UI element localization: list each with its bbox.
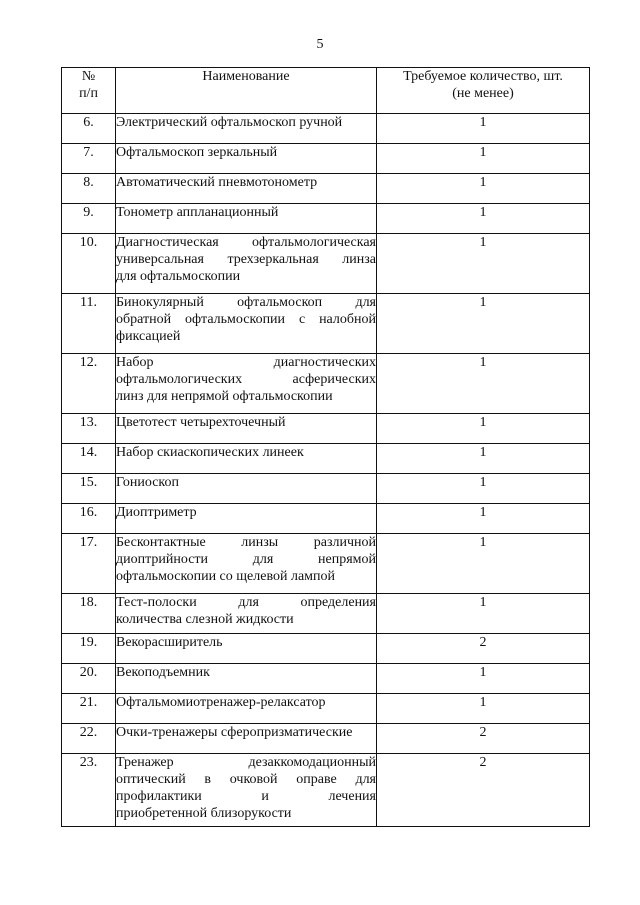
row-quantity: 1 <box>377 504 590 534</box>
row-name-line: Бесконтактные линзы различной <box>116 535 376 550</box>
row-number: 15. <box>62 474 116 504</box>
row-name-line: Тренажер дезаккомодационный <box>116 755 376 770</box>
row-name <box>116 594 377 634</box>
row-quantity: 1 <box>377 444 590 474</box>
row-quantity: 1 <box>377 354 590 414</box>
row-name <box>116 354 377 414</box>
table-row <box>62 754 590 827</box>
row-name <box>116 204 377 234</box>
row-quantity: 2 <box>377 634 590 664</box>
table-row <box>62 694 590 724</box>
row-name-line: офтальмологических асферических <box>116 372 376 387</box>
row-number: 14. <box>62 444 116 474</box>
row-name <box>116 414 377 444</box>
table-row <box>62 504 590 534</box>
page-number: 5 <box>316 37 324 52</box>
row-quantity: 1 <box>377 174 590 204</box>
row-name-line: Офтальмоскоп зеркальный <box>116 145 278 160</box>
table-row <box>62 204 590 234</box>
row-quantity: 2 <box>377 724 590 754</box>
header-name: Наименование <box>116 68 377 114</box>
row-name-line: количества слезной жидкости <box>116 612 294 627</box>
row-name-line: Векоподъемник <box>116 665 210 680</box>
table-row <box>62 174 590 204</box>
row-name-line: обратной офтальмоскопии с налобной <box>116 312 376 327</box>
row-quantity: 1 <box>377 414 590 444</box>
row-quantity: 1 <box>377 234 590 294</box>
row-quantity: 1 <box>377 204 590 234</box>
row-number: 19. <box>62 634 116 664</box>
header-number-line: № <box>81 69 96 84</box>
table-row <box>62 294 590 354</box>
table-row <box>62 114 590 144</box>
table-row <box>62 664 590 694</box>
equipment-table <box>61 67 590 827</box>
row-number: 20. <box>62 664 116 694</box>
row-name <box>116 474 377 504</box>
row-name <box>116 504 377 534</box>
row-name-line: профилактики и лечения <box>116 789 376 804</box>
row-name <box>116 694 377 724</box>
header-number <box>62 68 116 114</box>
row-number: 17. <box>62 534 116 594</box>
row-name <box>116 664 377 694</box>
row-quantity: 1 <box>377 474 590 504</box>
row-name <box>116 294 377 354</box>
row-name-line: Автоматический пневмотонометр <box>116 175 318 190</box>
row-name-line: Диоптриметр <box>116 505 197 520</box>
row-quantity: 1 <box>377 144 590 174</box>
table-row <box>62 414 590 444</box>
row-name <box>116 444 377 474</box>
row-name-line: Гониоскоп <box>116 475 179 490</box>
row-number: 9. <box>62 204 116 234</box>
header-quantity-line: (не менее) <box>452 86 514 101</box>
row-quantity: 1 <box>377 114 590 144</box>
row-name-line: Офтальмомиотренажер-релаксатор <box>116 695 326 710</box>
row-name <box>116 234 377 294</box>
row-number: 12. <box>62 354 116 414</box>
row-number: 21. <box>62 694 116 724</box>
row-name-line: Бинокулярный офтальмоскоп для <box>116 295 376 310</box>
table-row <box>62 144 590 174</box>
row-name <box>116 634 377 664</box>
row-name-line: офтальмоскопии со щелевой лампой <box>116 569 336 584</box>
row-name-line: Набор диагностических <box>116 355 376 370</box>
row-name-line: Диагностическая офтальмологическая <box>116 235 376 250</box>
row-quantity: 1 <box>377 534 590 594</box>
row-name-line: для офтальмоскопии <box>116 269 241 284</box>
row-name-line: Очки-тренажеры сферопризматические <box>116 725 353 740</box>
row-name-line: Векорасширитель <box>116 635 223 650</box>
row-quantity: 1 <box>377 594 590 634</box>
row-name <box>116 534 377 594</box>
table-row <box>62 634 590 664</box>
header-number-line: п/п <box>79 86 98 101</box>
row-number: 6. <box>62 114 116 144</box>
table-row <box>62 534 590 594</box>
row-name-line: Тонометр аппланационный <box>116 205 279 220</box>
table-row <box>62 594 590 634</box>
table-row <box>62 444 590 474</box>
row-name <box>116 114 377 144</box>
row-name <box>116 144 377 174</box>
row-name-line: оптический в очковой оправе для <box>116 772 376 787</box>
table-header-row <box>62 68 590 114</box>
table-row <box>62 354 590 414</box>
row-number: 18. <box>62 594 116 634</box>
table-row <box>62 234 590 294</box>
row-name-line: Набор скиаскопических линеек <box>116 445 304 460</box>
row-number: 13. <box>62 414 116 444</box>
row-name <box>116 174 377 204</box>
row-name-line: фиксацией <box>116 329 181 344</box>
row-number: 8. <box>62 174 116 204</box>
row-number: 7. <box>62 144 116 174</box>
row-name <box>116 724 377 754</box>
row-number: 22. <box>62 724 116 754</box>
row-name-line: линз для непрямой офтальмоскопии <box>116 389 333 404</box>
table-row <box>62 724 590 754</box>
row-name-line: Электрический офтальмоскоп ручной <box>116 115 343 130</box>
row-name-line: универсальная трехзеркальная линза <box>116 252 376 267</box>
row-quantity: 1 <box>377 294 590 354</box>
table-row <box>62 474 590 504</box>
row-quantity: 2 <box>377 754 590 827</box>
row-quantity: 1 <box>377 664 590 694</box>
row-number: 23. <box>62 754 116 827</box>
row-number: 10. <box>62 234 116 294</box>
row-name-line: приобретенной близорукости <box>116 806 292 821</box>
row-number: 16. <box>62 504 116 534</box>
row-name-line: Тест-полоски для определения <box>116 595 376 610</box>
row-number: 11. <box>62 294 116 354</box>
row-name-line: диоптрийности для непрямой <box>116 552 376 567</box>
header-quantity <box>377 68 590 114</box>
row-quantity: 1 <box>377 694 590 724</box>
row-name-line: Цветотест четырехточечный <box>116 415 286 430</box>
row-name <box>116 754 377 827</box>
header-quantity-line: Требуемое количество, шт. <box>403 69 563 84</box>
